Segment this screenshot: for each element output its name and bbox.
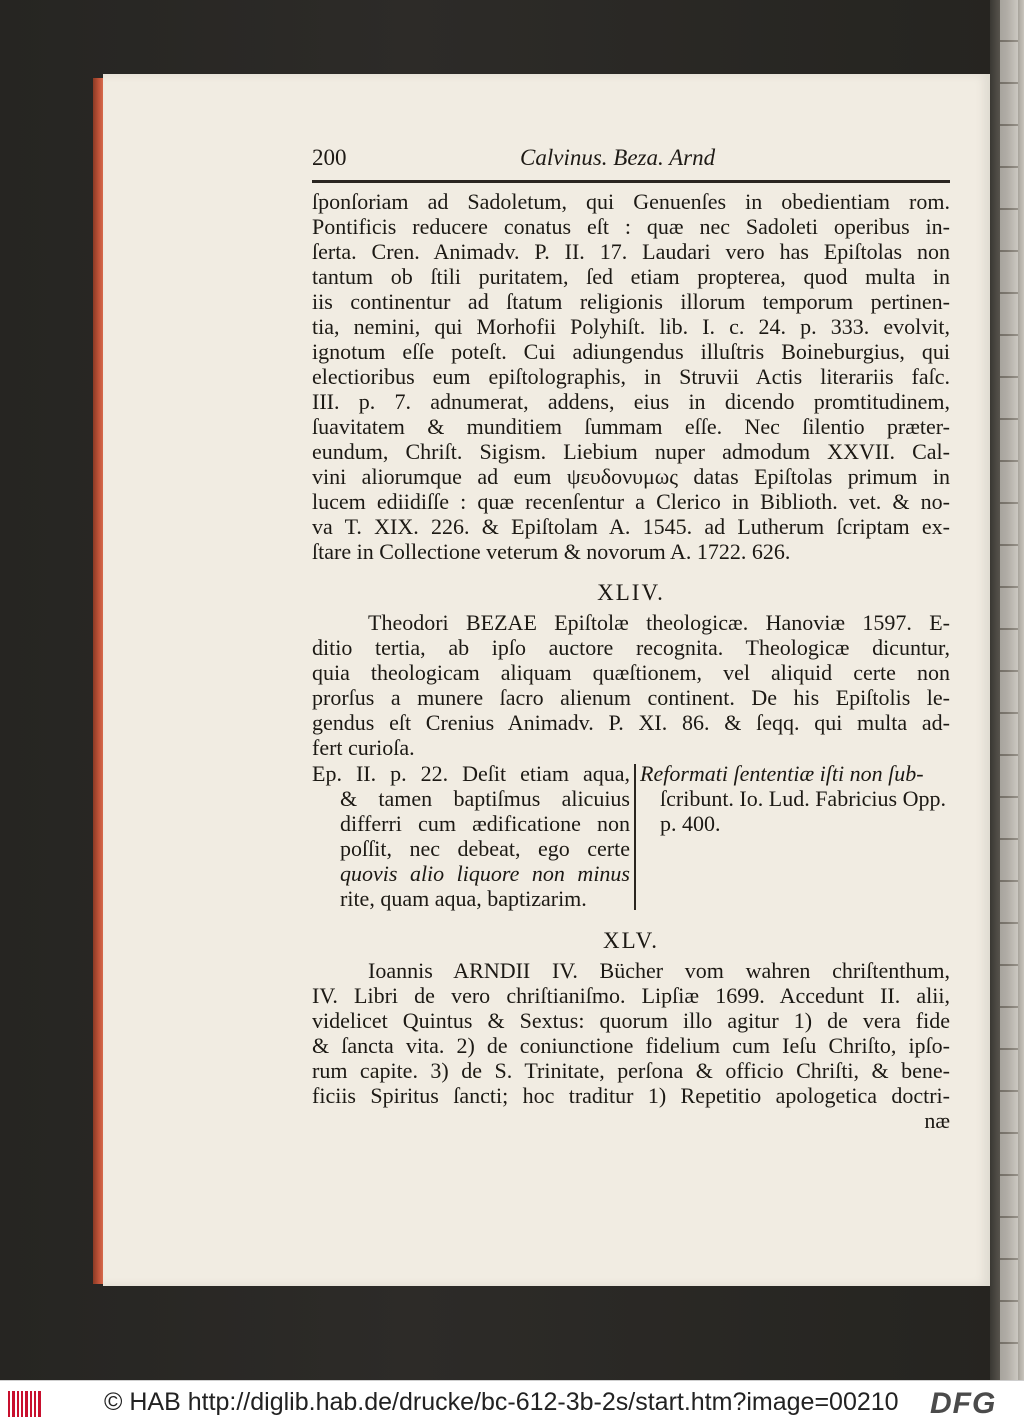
note-line: Reformati ſententiæ iſti non ſub- [640,761,924,786]
note-line: ſcribunt. Io. Lud. Fabricius Opp. [660,786,946,811]
text-line: gendus eſt Crenius Animadv. P. XI. 86. & ſeqq. qui multa ad- [312,710,950,735]
text-line: ficiis Spiritus ſancti; hoc traditur 1) Repetitio apologetica doctri- [312,1083,950,1108]
running-title: Calvinus. Beza. Arnd [520,145,716,170]
adjacent-page-texture [1000,0,1018,1380]
dfg-logo: DFG [930,1387,997,1420]
text-line: va T. XIX. 226. & Epiſtolam A. 1545. ad Lutherum ſcriptam ex- [312,514,950,539]
catchword: næ [924,1108,950,1133]
note-line: quovis alio liquore non minus [340,861,630,886]
text-line: Pontificis reducere conatus eſt : quæ nec Sadoleti operibus in- [312,214,950,239]
text-line: electioribus eum epiſtolographis, in Struvii Actis literariis faſc. [312,364,950,389]
text-line: iis continentur ad ſtatum religionis illorum temporum pertinen- [312,289,950,314]
note-line: p. 400. [660,811,721,836]
viewer-footer [0,1380,1024,1426]
red-page-edge [93,78,103,1284]
header-rule [312,180,950,183]
text-line: ſtare in Collectione veterum & novorum A. 1722. 626. [312,539,791,564]
source-link[interactable]: © HAB http://diglib.hab.de/drucke/bc-612-3b-2s/start.htm?image=00210 [104,1388,899,1416]
text-line: Theodori BEZAE Epiſtolæ theologicæ. Hanoviæ 1597. E- [368,610,950,635]
note-line: differri cum ædificatione non [340,811,630,836]
text-line: ditio tertia, ab ipſo auctore recognita. Theologicæ dicuntur, [312,635,950,660]
text-line: quia theologicam aliquam quæſtionem, vel aliquid certe non [312,660,950,685]
text-line: tia, nemini, qui Morhofii Polyhiſt. lib. I. c. 24. p. 333. evolvit, [312,314,950,339]
note-line: Ep. II. p. 22. Deſit etiam aqua, [312,761,630,786]
page-number: 200 [312,145,347,170]
text-line: III. p. 7. adnumerat, addens, eius in dicendo promtitudinem, [312,389,950,414]
text-line: rum capite. 3) de S. Trinitate, perſona & officio Chriſti, & bene- [312,1058,950,1083]
text-line: prorſus a munere ſacro alienum continent. De his Epiſtolis le- [312,685,950,710]
text-line: & ſancta vita. 2) de coniunctione fidelium cum Ieſu Chriſto, ipſo- [312,1033,950,1058]
text-line: fert curioſa. [312,735,415,760]
text-line: lucem ediidiſſe : quæ recenſentur a Clerico in Biblioth. vet. & no- [312,489,950,514]
text-line: ſerta. Cren. Animadv. P. II. 17. Laudari vero has Epiſtolas non [312,239,950,264]
text-line: tantum ob ſtili puritatem, ſed etiam propterea, quod multa in [312,264,950,289]
page-header [312,143,952,177]
section-heading-xliv: XLIV. [597,580,665,605]
text-line: Ioannis ARNDII IV. Bücher vom wahren chriſtenthum, [368,958,950,983]
text-line: videlicet Quintus & Sextus: quorum illo agitur 1) de vera fide [312,1008,950,1033]
text-line: IV. Libri de vero chriſtianiſmo. Lipſiæ 1699. Accedunt II. alii, [312,983,950,1008]
text-line: eundum, Chriſt. Sigism. Liebium nuper admodum XXVII. Cal- [312,439,950,464]
hab-logo-icon [8,1391,46,1417]
text-line: ſponſoriam ad Sadoletum, qui Genuenſes in obedientiam rom. [312,189,950,214]
note-line: poſſit, nec debeat, ego certe [340,836,630,861]
text-line: ſuavitatem & munditiem ſummam eſſe. Nec ſilentio præter- [312,414,950,439]
section-heading-xlv: XLV. [603,928,659,953]
note-line: rite, quam aqua, baptizarim. [340,886,587,911]
note-line: & tamen baptiſmus alicuius [340,786,630,811]
text-line: ignotum eſſe poteſt. Cui adiungendus illuſtris Boineburgius, qui [312,339,950,364]
text-line: vini aliorumque ad eum ψευδονυμως datas Epiſtolas primum in [312,464,950,489]
note-divider [634,764,636,910]
